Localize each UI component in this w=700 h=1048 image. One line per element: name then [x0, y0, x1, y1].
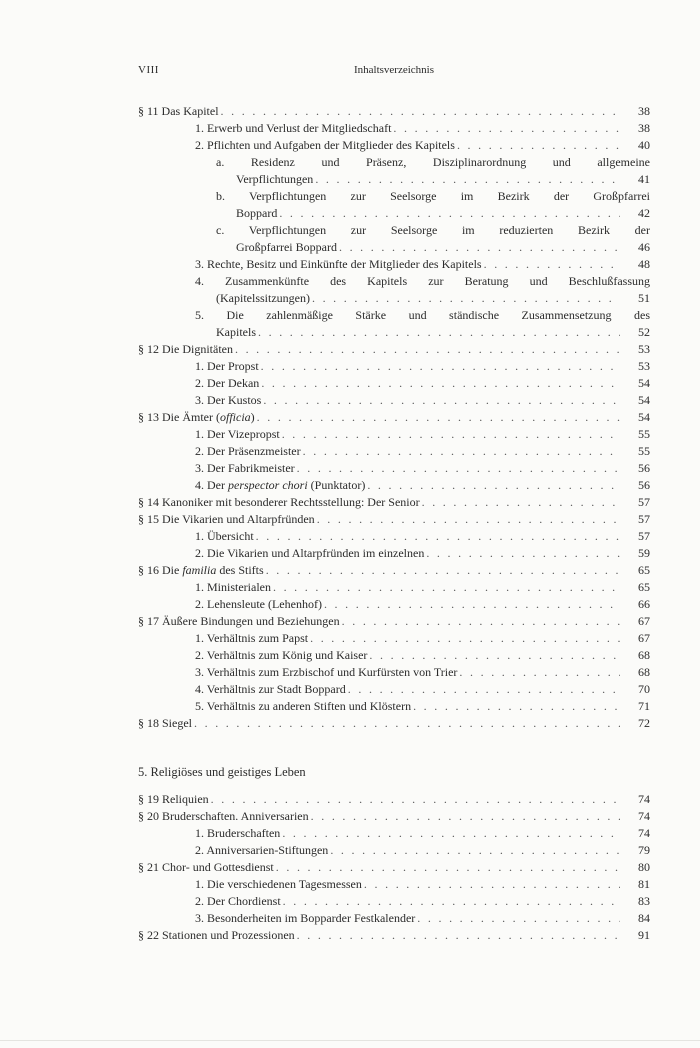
toc-page: 71 — [638, 699, 650, 713]
toc-label-italic: officia — [219, 410, 251, 424]
toc-label: § 22 Stationen und Prozessionen — [138, 928, 295, 942]
running-title: Inhaltsverzeichnis — [353, 64, 435, 76]
dot-leader — [235, 341, 620, 357]
toc-label-part: (Punktator) — [307, 478, 366, 492]
toc-page: 38 — [638, 104, 650, 118]
toc-entry[interactable] — [216, 324, 624, 340]
toc-label: § 12 Die Dignitäten — [138, 342, 233, 356]
toc-entry[interactable] — [195, 375, 624, 391]
toc-entry[interactable] — [195, 392, 624, 408]
toc-page: 54 — [638, 376, 650, 390]
toc-entry[interactable] — [195, 698, 624, 714]
dot-leader — [282, 825, 620, 841]
toc-label: 1. Übersicht — [195, 529, 254, 543]
toc-label-italic: familia — [182, 563, 217, 577]
toc-page: 68 — [638, 665, 650, 679]
toc-label: 3. Verhältnis zum Erzbischof und Kurfürsten von Trier — [195, 665, 458, 679]
toc-entry[interactable] — [195, 528, 624, 544]
toc-label: 1. Erwerb und Verlust der Mitgliedschaft — [195, 121, 392, 135]
toc-entry[interactable] — [138, 562, 624, 578]
dot-leader — [282, 426, 620, 442]
toc-entry[interactable] — [138, 715, 624, 731]
toc-entry[interactable] — [195, 579, 624, 595]
dot-leader — [297, 927, 620, 943]
toc-page: 40 — [638, 138, 650, 152]
dot-leader — [310, 630, 620, 646]
dot-leader — [324, 596, 620, 612]
toc-page: 53 — [638, 342, 650, 356]
dot-leader — [457, 137, 620, 153]
toc-entry[interactable] — [138, 511, 624, 527]
toc-label-part: des Stifts — [216, 563, 264, 577]
dot-leader — [266, 562, 620, 578]
toc-page: 67 — [638, 614, 650, 628]
toc-page: 59 — [638, 546, 650, 560]
toc-page: 57 — [638, 529, 650, 543]
dot-leader — [261, 358, 620, 374]
dot-leader — [258, 324, 620, 340]
toc-entry-line1[interactable]: c. Verpflichtungen zur Seelsorge im reduzierten Bezirk der — [216, 223, 650, 237]
toc-label-part: § 16 Die — [138, 563, 183, 577]
toc-page: 46 — [638, 240, 650, 254]
toc-entry[interactable] — [195, 426, 624, 442]
dot-leader — [369, 647, 620, 663]
toc-label: 3. Rechte, Besitz und Einkünfte der Mitglieder des Kapitels — [195, 257, 482, 271]
toc-label-part: § 13 Die Ämter ( — [138, 410, 220, 424]
toc-page: 57 — [638, 512, 650, 526]
toc-page: 57 — [638, 495, 650, 509]
toc-entry[interactable] — [138, 859, 624, 875]
toc-entry[interactable] — [195, 137, 624, 153]
dot-leader — [484, 256, 620, 272]
dot-leader — [261, 375, 620, 391]
dot-leader — [413, 698, 620, 714]
toc-label: Kapitels — [216, 325, 256, 339]
toc-label-part: 4. Der — [195, 478, 228, 492]
toc-entry[interactable] — [195, 120, 624, 136]
dot-leader — [276, 859, 620, 875]
dot-leader — [364, 876, 620, 892]
toc-entry[interactable] — [195, 825, 624, 841]
toc-label: 2. Der Chordienst — [195, 894, 281, 908]
toc-page: 74 — [638, 792, 650, 806]
dot-leader — [330, 842, 620, 858]
toc-page: 70 — [638, 682, 650, 696]
toc-label — [195, 477, 365, 493]
toc-page: 67 — [638, 631, 650, 645]
dot-leader — [311, 808, 620, 824]
toc-entry[interactable] — [195, 893, 624, 909]
toc-page: 66 — [638, 597, 650, 611]
toc-label-italic: perspector chori — [228, 478, 308, 492]
toc-entry-line1[interactable]: a. Residenz und Präsenz, Disziplinarordnung und allgemeine — [216, 155, 650, 169]
toc-page: 74 — [638, 809, 650, 823]
toc-entry[interactable] — [195, 842, 624, 858]
toc-page: 83 — [638, 894, 650, 908]
dot-leader — [279, 205, 620, 221]
dot-leader — [426, 545, 620, 561]
toc-label: § 11 Das Kapitel — [138, 104, 219, 118]
dot-leader — [417, 910, 620, 926]
toc-entry[interactable] — [138, 341, 624, 357]
toc-label: 2. Der Dekan — [195, 376, 260, 390]
toc-page: 48 — [638, 257, 650, 271]
dot-leader — [393, 120, 620, 136]
toc-page: 74 — [638, 826, 650, 840]
toc-entry-line1[interactable]: 4. Zusammenkünfte des Kapitels zur Beratung und Beschlußfassung — [195, 274, 650, 288]
toc-entry[interactable] — [195, 460, 624, 476]
toc-page: 38 — [638, 121, 650, 135]
toc-label: 3. Der Kustos — [195, 393, 262, 407]
toc-label: § 17 Äußere Bindungen und Beziehungen — [138, 614, 340, 628]
toc-label: 5. Verhältnis zu anderen Stiften und Klöstern — [195, 699, 412, 713]
toc-page: 56 — [638, 461, 650, 475]
toc-label: 4. Verhältnis zur Stadt Boppard — [195, 682, 346, 696]
dot-leader — [422, 494, 620, 510]
toc-page: 52 — [638, 325, 650, 339]
toc-label: § 15 Die Vikarien und Altarpfründen — [138, 512, 315, 526]
toc-label — [138, 562, 264, 578]
toc-label: 2. Verhältnis zum König und Kaiser — [195, 648, 368, 662]
toc-entry[interactable] — [195, 647, 624, 663]
toc-label: 1. Bruderschaften — [195, 826, 281, 840]
toc-page: 51 — [638, 291, 650, 305]
toc-label: 1. Ministerialen — [195, 580, 271, 594]
dot-leader — [348, 681, 620, 697]
toc-page: 56 — [638, 478, 650, 492]
page-edge-divider — [0, 1040, 700, 1041]
toc-label: 1. Der Vizepropst — [195, 427, 280, 441]
toc-label: 1. Verhältnis zum Papst — [195, 631, 309, 645]
toc-label: § 19 Reliquien — [138, 792, 209, 806]
toc-label: 2. Lehensleute (Lehenhof) — [195, 597, 322, 611]
toc-page: 80 — [638, 860, 650, 874]
toc-label: Großpfarrei Boppard — [236, 240, 337, 254]
toc-page: 65 — [638, 580, 650, 594]
toc-label: § 21 Chor- und Gottesdienst — [138, 860, 274, 874]
toc-entry[interactable] — [195, 358, 624, 374]
toc-page: 41 — [638, 172, 650, 186]
toc-entry[interactable] — [195, 596, 624, 612]
toc-entry[interactable] — [216, 290, 624, 306]
toc-label: Verpflichtungen — [236, 172, 314, 186]
toc-entry[interactable] — [195, 256, 624, 272]
toc-page: 84 — [638, 911, 650, 925]
toc-label-part: ) — [250, 410, 255, 424]
dot-leader — [194, 715, 620, 731]
toc-label: 2. Der Präsenzmeister — [195, 444, 301, 458]
toc-label: (Kapitelssitzungen) — [216, 291, 310, 305]
dot-leader — [459, 664, 620, 680]
toc-entry[interactable] — [138, 409, 624, 425]
dot-leader — [257, 409, 620, 425]
dot-leader — [221, 103, 620, 119]
toc-label: 1. Die verschiedenen Tagesmessen — [195, 877, 362, 891]
dot-leader — [256, 528, 620, 544]
toc-label: 2. Die Vikarien und Altarpfründen im einzelnen — [195, 546, 425, 560]
toc-page: 91 — [638, 928, 650, 942]
toc-entry[interactable] — [195, 630, 624, 646]
dot-leader — [342, 613, 620, 629]
toc-page: 54 — [638, 410, 650, 424]
dot-leader — [211, 791, 620, 807]
toc-label: 3. Der Fabrikmeister — [195, 461, 295, 475]
toc-entry[interactable] — [138, 808, 624, 824]
toc-label: § 20 Bruderschaften. Anniversarien — [138, 809, 309, 823]
toc-entry[interactable] — [138, 791, 624, 807]
dot-leader — [312, 290, 620, 306]
dot-leader — [367, 477, 620, 493]
toc-label: 2. Anniversarien-Stiftungen — [195, 843, 329, 857]
toc-entry[interactable] — [138, 613, 624, 629]
toc-entry-line1[interactable]: 5. Die zahlenmäßige Stärke und ständische Zusammensetzung des — [195, 308, 650, 322]
toc-entry[interactable] — [195, 477, 624, 493]
toc-entry[interactable] — [138, 927, 624, 943]
toc-page: 54 — [638, 393, 650, 407]
toc-entry[interactable] — [195, 876, 624, 892]
toc-entry[interactable] — [195, 443, 624, 459]
dot-leader — [339, 239, 620, 255]
toc-entry[interactable] — [138, 103, 624, 119]
toc-entry[interactable] — [195, 545, 624, 561]
toc-label — [138, 409, 255, 425]
toc-label: 2. Pflichten und Aufgaben der Mitglieder des Kapitels — [195, 138, 455, 152]
toc-page: 42 — [638, 206, 650, 220]
toc-entry[interactable] — [236, 239, 624, 255]
dot-leader — [283, 893, 620, 909]
toc-page: 68 — [638, 648, 650, 662]
toc-page: 81 — [638, 877, 650, 891]
section-heading: 5. Religiöses und geistiges Leben — [138, 765, 306, 779]
toc-page: 79 — [638, 843, 650, 857]
toc-entry[interactable] — [236, 171, 624, 187]
dot-leader — [273, 579, 620, 595]
toc-label: 3. Besonderheiten im Bopparder Festkalender — [195, 911, 416, 925]
toc-page: 72 — [638, 716, 650, 730]
page-number: VIII — [138, 64, 159, 76]
toc-label: § 18 Siegel — [138, 716, 192, 730]
page-header — [138, 64, 650, 80]
toc-page: 55 — [638, 427, 650, 441]
toc-entry[interactable] — [195, 910, 624, 926]
toc-entry[interactable] — [236, 205, 624, 221]
toc-page: 55 — [638, 444, 650, 458]
toc-entry[interactable] — [195, 664, 624, 680]
toc-label: § 14 Kanoniker mit besonderer Rechtsstellung: Der Senior — [138, 495, 420, 509]
dot-leader — [315, 171, 620, 187]
toc-entry[interactable] — [138, 494, 624, 510]
toc-entry-line1[interactable]: b. Verpflichtungen zur Seelsorge im Bezirk der Großpfarrei — [216, 189, 650, 203]
toc-page: 65 — [638, 563, 650, 577]
dot-leader — [303, 443, 620, 459]
dot-leader — [263, 392, 620, 408]
dot-leader — [297, 460, 620, 476]
toc-entry[interactable] — [195, 681, 624, 697]
toc-label: 1. Der Propst — [195, 359, 259, 373]
dot-leader — [317, 511, 620, 527]
toc-label: Boppard — [236, 206, 278, 220]
toc-page: 53 — [638, 359, 650, 373]
